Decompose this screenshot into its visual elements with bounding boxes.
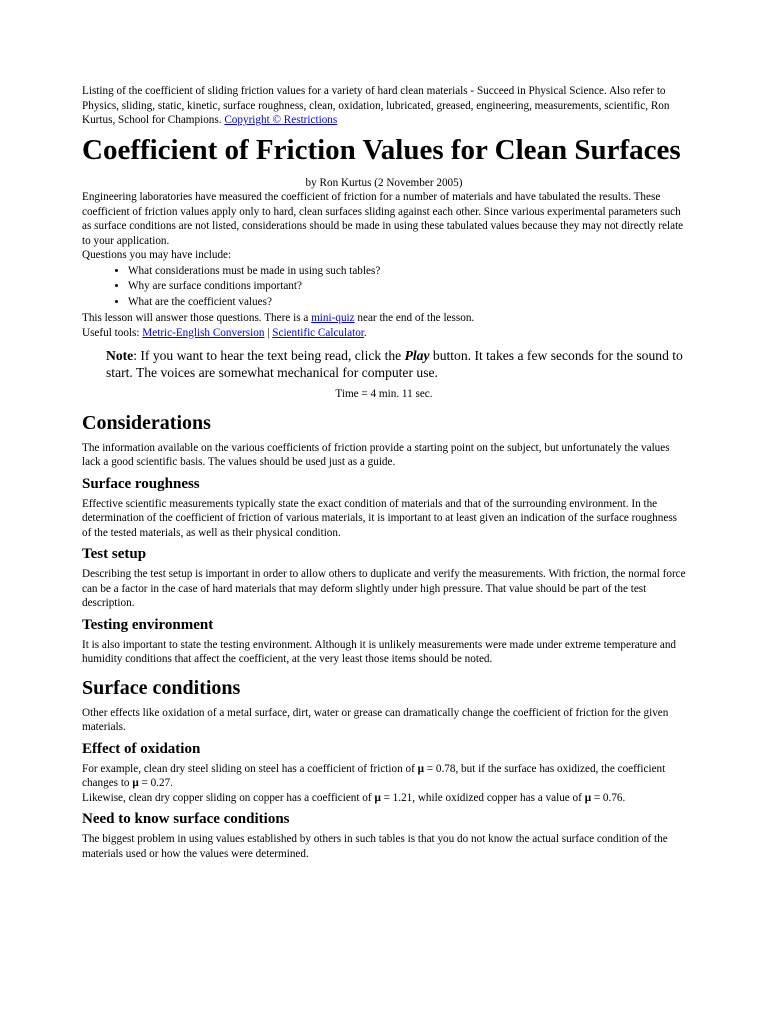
oxidation-text: = 0.78, but if the surface has oxidized, the coefficient changes to: [82, 762, 666, 789]
lesson-line-text: This lesson will answer those questions. There is a: [82, 312, 312, 324]
tools-label: Useful tools:: [82, 326, 143, 339]
oxidation-text: = 0.76.: [591, 791, 626, 804]
reading-time: Time = 4 min. 11 sec.: [335, 388, 433, 400]
questions-intro: Questions you may have include:: [82, 249, 232, 261]
intro-paragraph: [82, 84, 686, 128]
page-title: Coefficient of Friction Values for Clean Surfaces: [82, 133, 681, 166]
need-to-know-text: The biggest problem in using values established by others in such tables is that you do not know the actual surface condition of the materials used or how the values were determined.: [82, 833, 668, 860]
mini-quiz-link[interactable]: mini-quiz: [311, 312, 355, 324]
tools-separator: |: [264, 326, 273, 339]
tools-end: .: [363, 326, 367, 339]
considerations-text: The information available on the various coefficients of friction provide a starting point on the subject, but unfortunately the values lack a good scientific basis. The values should be used just as a guide.: [82, 441, 670, 468]
note-label: Note: [106, 348, 134, 363]
surface-conditions-heading: Surface conditions: [82, 676, 241, 699]
mu-symbol: μ: [584, 791, 592, 804]
list-item: • Why are surface conditions important?: [128, 279, 686, 295]
effect-of-oxidation-heading: Effect of oxidation: [82, 740, 201, 757]
testing-environment-text: It is also important to state the testing environment. Although it is unlikely measurements were made under extreme temperature and humidity conditions that affect the coefficient, at the very least those items should be noted.: [82, 638, 677, 665]
oxidation-text: = 0.27.: [138, 777, 173, 789]
copyright-link[interactable]: Copyright © Restrictions: [224, 114, 338, 126]
note-text-end: button. It takes a few seconds for the sound to start. The voices are somewhat mechanical for computer use.: [106, 348, 683, 380]
list-item: • What are the coefficient values?: [128, 295, 686, 311]
surface-roughness-text: Effective scientific measurements typically state the exact condition of materials and that of the surrounding environment. In the determination of the coefficient of friction of various materials, it is important to at least given an indication of the surface roughness of the tested materials, as well as their physical condition.: [82, 497, 678, 539]
scientific-calculator-link[interactable]: Scientific Calculator: [272, 326, 364, 339]
byline: by Ron Kurtus (2 November 2005): [305, 176, 463, 189]
intro-text: Listing of the coefficient of sliding friction values for a variety of hard clean materials - Succeed in Physical Science. Also refer to Physics, sliding, static, kinetic, surface roughness, clean, oxidation, lubricated, greased, engineering, measurements, scientific, Ron Kurtus, School for Champions.: [82, 85, 670, 126]
mu-symbol: μ: [132, 777, 139, 789]
note-paragraph: [106, 347, 686, 381]
mu-symbol: μ: [374, 791, 381, 804]
oxidation-text: Likewise, clean dry copper sliding on copper has a coefficient of: [82, 791, 375, 804]
metric-english-conversion-link[interactable]: Metric-English Conversion: [142, 326, 265, 339]
oxidation-copper-line: [82, 791, 686, 806]
lesson-line: [82, 311, 686, 326]
considerations-heading: Considerations: [82, 411, 211, 434]
lead-paragraph: Engineering laboratories have measured the coefficient of friction for a number of materials and have tabulated the results. These coefficient of friction values apply only to hard, clean surfaces sliding against each other. Since various experimental parameters such as surface conditions are not listed, considerations should be made in using these tabulated values because they may not directly relate to your application.: [82, 191, 684, 247]
testing-environment-heading: Testing environment: [82, 616, 214, 633]
questions-list: [82, 264, 686, 311]
surface-roughness-heading: Surface roughness: [82, 475, 200, 492]
mu-symbol: μ: [417, 762, 424, 775]
surface-conditions-text: Other effects like oxidation of a metal surface, dirt, water or grease can dramatically change the coefficient of friction for the given materials.: [82, 706, 669, 733]
oxidation-steel-line: [82, 762, 686, 791]
note-text: : If you want to hear the text being read, click the: [133, 348, 405, 363]
lesson-line-end: near the end of the lesson.: [354, 312, 475, 324]
need-to-know-heading: Need to know surface conditions: [82, 811, 290, 827]
test-setup-text: Describing the test setup is important in order to allow others to duplicate and verify the measurements. With friction, the normal force can be a factor in the case of hard materials that may deform slightly under high pressure. That value should be part of the test description.: [82, 568, 686, 609]
test-setup-heading: Test setup: [82, 546, 147, 562]
oxidation-text: = 1.21, while oxidized copper has a value of: [380, 791, 585, 804]
list-item: • What considerations must be made in using such tables?: [128, 264, 686, 280]
play-word: Play: [404, 348, 430, 363]
tools-line: [82, 326, 686, 341]
article-content: [82, 84, 686, 865]
oxidation-text: For example, clean dry steel sliding on steel has a coefficient of friction of: [82, 762, 418, 775]
